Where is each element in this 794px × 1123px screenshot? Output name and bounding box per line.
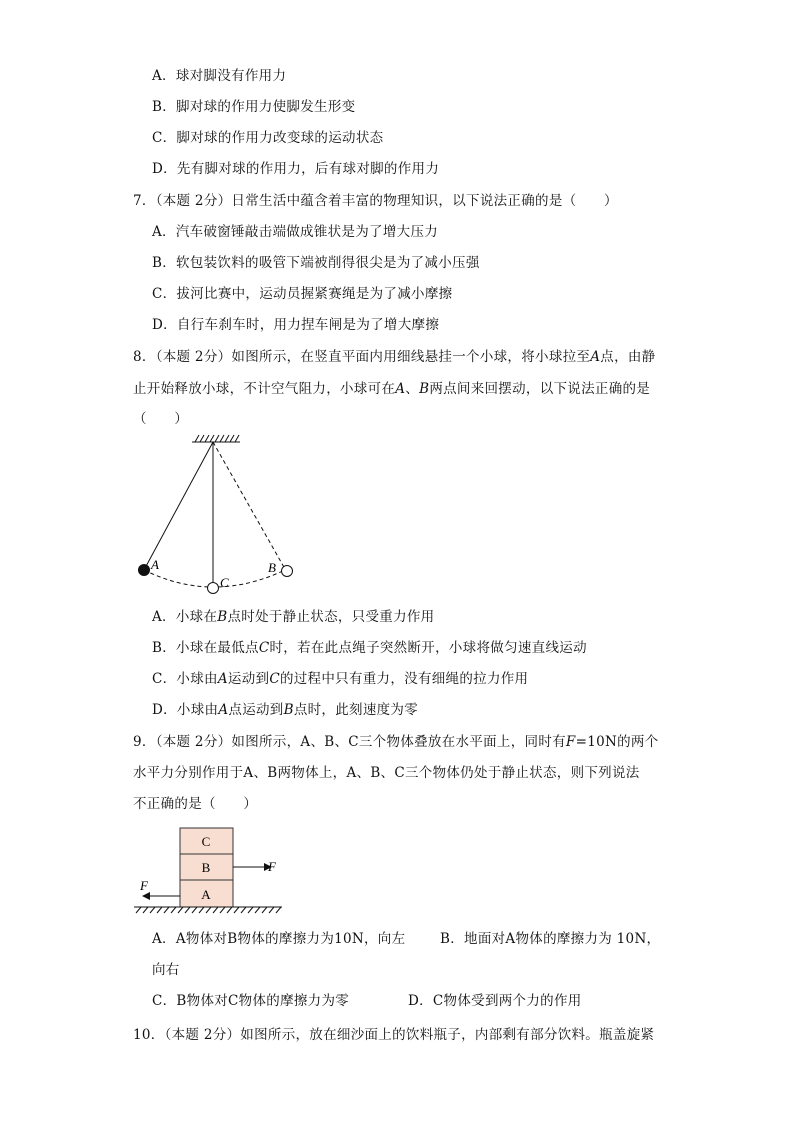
q9-option-b: B．地面对A物体的摩擦力为 10N， <box>440 931 661 947</box>
q8-stem-line-3: （ ） <box>133 411 189 427</box>
q8-option-c: C．小球由A运动到C的过程中只有重力，没有细绳的拉力作用 <box>152 671 529 687</box>
label-a: A <box>151 557 159 572</box>
q6-option-d: D．先有脚对球的作用力，后有球对脚的作用力 <box>152 161 440 177</box>
q7-option-b: B．软包装饮料的吸管下端被削得很尖是为了减小压强 <box>152 255 480 271</box>
q7-option-a: A．汽车破窗锤敲击端做成锥状是为了增大压力 <box>152 224 439 240</box>
label-c: C <box>220 575 229 590</box>
stacked-blocks-figure <box>130 822 290 917</box>
block-c-label: C <box>201 834 211 849</box>
q8-stem-line-1: 8．（本题 2分）如图所示，在竖直平面内用细线悬挂一个小球，将小球拉至A点，由静 <box>133 349 656 365</box>
pendulum-figure <box>130 432 305 602</box>
force-left-label: F <box>140 878 148 893</box>
q6-option-c: C．脚对球的作用力改变球的运动状态 <box>152 130 384 146</box>
q10-stem-line-1: 10．（本题 2分）如图所示，放在细沙面上的饮料瓶子，内部剩有部分饮料。瓶盖旋紧 <box>133 1027 655 1043</box>
ceiling-hatch <box>192 435 240 442</box>
block-a-label: A <box>201 887 211 902</box>
q6-option-b: B．脚对球的作用力使脚发生形变 <box>152 99 356 115</box>
q9-option-c: C．B物体对C物体的摩擦力为零 <box>152 993 350 1009</box>
q8-option-d: D．小球由A点运动到B点时，此刻速度为零 <box>152 702 419 718</box>
force-right-label: F <box>268 859 276 874</box>
q9-option-d: D．C物体受到两个力的作用 <box>408 993 582 1009</box>
block-b-label: B <box>201 860 211 875</box>
q9-stem-line-2: 水平力分别作用于A、B两物体上，A、B、C三个物体仍处于静止状态，则下列说法 <box>133 765 640 781</box>
force-left-arrowhead <box>142 892 150 900</box>
q8-option-b: B．小球在最低点C时，若在此点绳子突然断开，小球将做匀速直线运动 <box>152 640 587 656</box>
ball-at-b <box>282 566 293 577</box>
string-to-a <box>144 442 213 570</box>
q8-option-a: A．小球在B点时处于静止状态，只受重力作用 <box>152 609 435 625</box>
q8-stem-line-2: 止开始释放小球，不计空气阻力，小球可在A、B两点间来回摆动，以下说法正确的是 <box>133 381 651 397</box>
q7-option-d: D．自行车刹车时，用力捏车闸是为了增大摩擦 <box>152 317 440 333</box>
label-b: B <box>268 560 276 575</box>
q9-stem-line-3: 不正确的是（ ） <box>133 796 258 812</box>
ball-at-c <box>208 583 219 594</box>
string-to-b <box>213 442 285 569</box>
q9-option-b-continued: 向右 <box>152 962 180 978</box>
q7-stem: 7．（本题 2分）日常生活中蕴含着丰富的物理知识，以下说法正确的是（ ） <box>133 193 618 209</box>
q9-stem-line-1: 9．（本题 2分）如图所示，A、B、C三个物体叠放在水平面上，同时有F=10N的两个 <box>133 734 659 750</box>
q6-option-a: A．球对脚没有作用力 <box>152 68 287 84</box>
q9-option-a: A．A物体对B物体的摩擦力为10N，向左 <box>152 931 406 947</box>
q7-option-c: C．拔河比赛中，运动员握紧赛绳是为了减小摩擦 <box>152 286 453 302</box>
ground-hatch <box>134 907 282 913</box>
ball-at-a <box>138 564 150 576</box>
